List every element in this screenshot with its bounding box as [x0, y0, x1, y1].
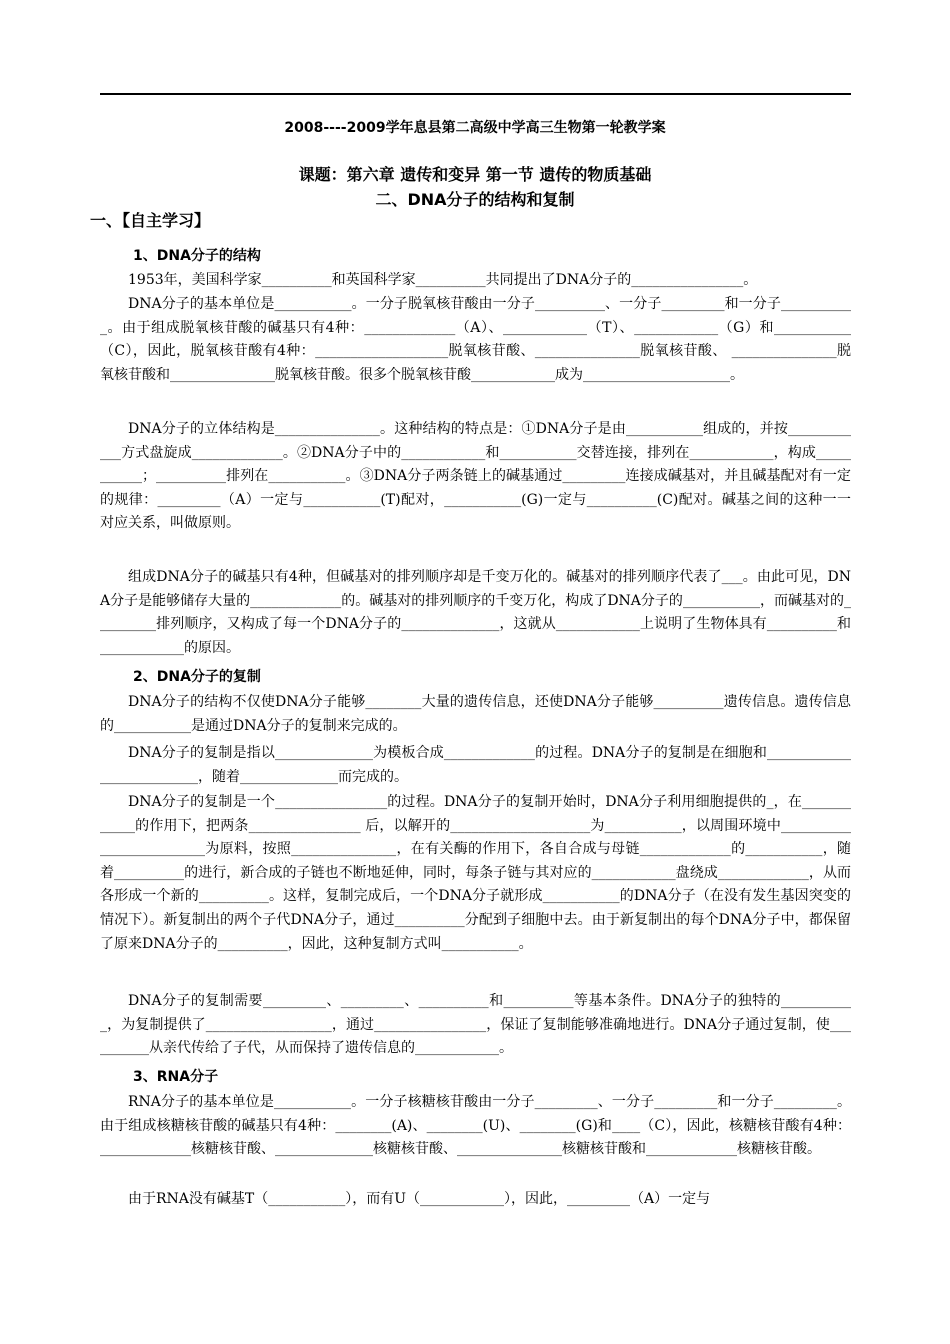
lesson-subtopic: 二、DNA分子的结构和复制: [375, 190, 575, 209]
paragraph: DNA分子的立体结构是_______________。这种结构的特点是：①DNA分子是由___________组成的，并按____________方式盘旋成_____________。②DNA分子中的____________和___________交替连接，排列在____________，构成___________；__________排列在___________。③DNA分子两条链上的碱基通过_________连接成碱基对，并且碱基配对有一定的规律：_________（A）一定与___________(T)配对，___________(G)一定与__________(C)配对。碱基之间的这种一一对应关系，叫做原则。: [100, 421, 851, 532]
paragraph: DNA分子的复制是指以______________为模板合成_____________的过程。DNA分子的复制是在细胞和__________________________，随着______________而完成的。: [100, 745, 851, 785]
paragraph: DNA分子的结构不仅使DNA分子能够________大量的遗传信息，还使DNA分子能够__________遗传信息。遗传信息的___________是通过DNA分子的复制来完成的。: [100, 694, 851, 734]
section-heading: 一、【自主学习】: [90, 211, 211, 230]
paragraph: 1953年，美国科学家__________和英国科学家__________共同提出了DNA分子的________________。: [128, 272, 758, 288]
paragraph: DNA分子的复制是一个________________的过程。DNA分子的复制开始时，DNA分子利用细胞提供的_，在____________的作用下，把两条________________ 后，以解开的____________________为___________，以周围环境中_________________________为原料，按照_______________，在有关酶的作用下，各自合成与母链_____________的___________，随着__________的进行，新合成的子链也不断地延伸，同时，每条子链与其对应的____________盘绕成_____________，从而各形成一个新的__________。这样，复制完成后，一个DNA分子就形成___________的DNA分子（在没有发生基因突变的情况下）。新复制出的两个子代DNA分子，通过__________分配到子细胞中去。由于新复制出的每个DNA分子中，都保留了原来DNA分子的__________，因此，这种复制方式叫___________。: [100, 794, 851, 952]
subsection-title-dna-structure: 1、DNA分子的结构: [133, 248, 261, 264]
paragraph: DNA分子的基本单位是___________。一分子脱氧核苷酸由一分子__________、一分子_________和一分子___________。由于组成脱氧核苷酸的碱基只有4种：_____________（A）、____________（T）、____________（G）和___________（C），因此，脱氧核苷酸有4种：___________________脱氧核苷酸、_______________脱氧核苷酸、 _______________脱氧核苷酸和_______________脱氧核苷酸。很多个脱氧核苷酸____________成为_____________________。: [100, 296, 851, 383]
paragraph: DNA分子的复制需要_________、_________、__________和__________等基本条件。DNA分子的独特的___________，为复制提供了__________________，通过________________，保证了复制能够准确地进行。DNA分子通过复制，使__________从亲代传给了子代，从而保持了遗传信息的____________。: [100, 993, 851, 1057]
subsection-title-rna: 3、RNA分子: [133, 1069, 219, 1085]
lesson-topic: 课题：第六章 遗传和变异 第一节 遗传的物质基础: [298, 165, 652, 184]
paragraph: RNA分子的基本单位是___________。一分子核糖核苷酸由一分子_________、一分子_________和一分子_________。由于组成核糖核苷酸的碱基只有4种：________(A)、________(U)、________(G)和____（C），因此，核糖核苷酸有4种：_____________核糖核苷酸、______________核糖核苷酸、_______________核糖核苷酸和_____________核糖核苷酸。: [100, 1094, 851, 1158]
school-heading: 2008----2009学年息县第二高级中学高三生物第一轮教学案: [284, 120, 666, 136]
paragraph: 组成DNA分子的碱基只有4种，但碱基对的排列顺序却是千变万化的。碱基对的排列顺序代表了___。由此可见，DNA分子是能够储存大量的_____________的。碱基对的排列顺序的千变万化，构成了DNA分子的___________，而碱基对的_________排列顺序，又构成了每一个DNA分子的______________，这就从____________上说明了生物体具有__________和____________的原因。: [100, 569, 851, 656]
subsection-title-dna-replication: 2、DNA分子的复制: [133, 669, 261, 685]
header-rule: [100, 93, 851, 95]
paragraph: 由于RNA没有碱基T（___________），而有U（____________），因此，_________（A）一定与: [128, 1191, 711, 1207]
